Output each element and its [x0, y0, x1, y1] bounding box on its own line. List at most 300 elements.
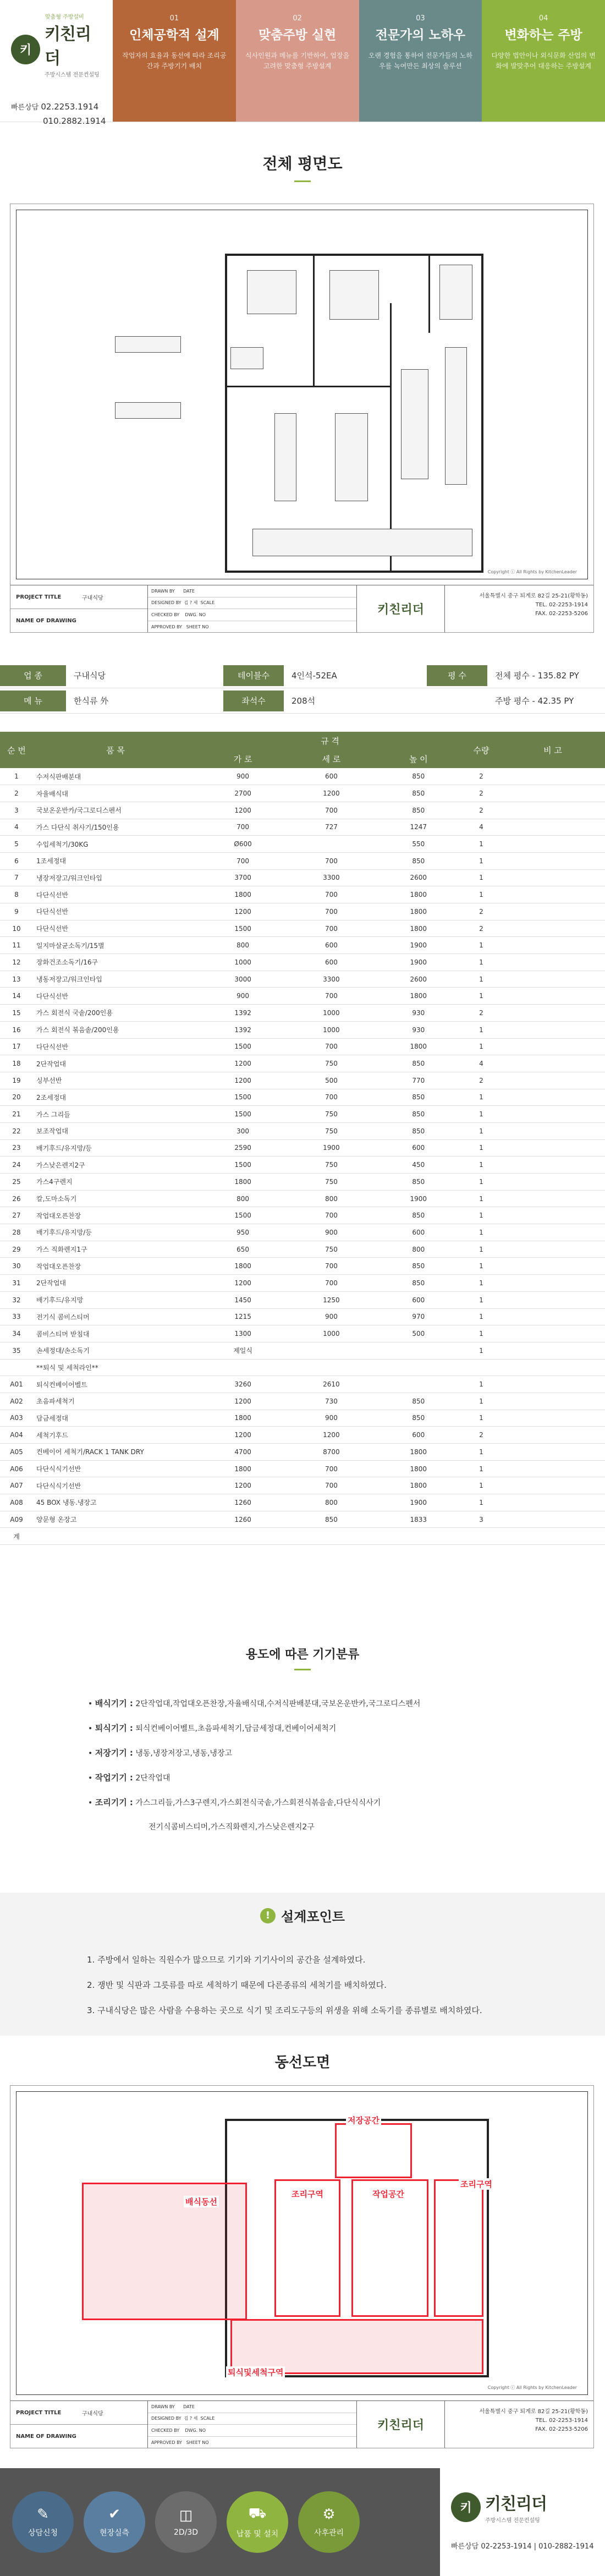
list-item: 2. 쟁반 및 식판과 그릇류를 따로 세척하기 때문에 다른종류의 세척기를 배치하였다.	[87, 1980, 387, 1990]
table-cell: 930	[375, 1005, 462, 1022]
table-cell	[501, 971, 605, 988]
feature-number: 01	[169, 14, 179, 23]
zone-wash	[230, 2319, 483, 2374]
plan-equipment	[335, 413, 368, 501]
table-cell: 1	[462, 852, 501, 869]
table-cell: 1800	[375, 1477, 462, 1494]
table-cell	[501, 1089, 605, 1106]
table-row	[0, 869, 605, 886]
table-cell: 730	[288, 1393, 375, 1410]
table-cell: 4700	[198, 1444, 288, 1461]
table-cell: 1	[462, 869, 501, 886]
table-cell	[501, 1174, 605, 1191]
plan-equipment	[329, 270, 379, 320]
table-row	[0, 1106, 605, 1123]
site-survey-button[interactable]: ✔ 현장실측	[84, 2491, 145, 2553]
table-cell: 850	[375, 802, 462, 819]
table-cell	[33, 1528, 198, 1545]
table-cell: 5	[0, 836, 33, 853]
table-cell: 850	[375, 1122, 462, 1139]
zone-storage	[335, 2123, 412, 2178]
table-cell: 1200	[198, 1427, 288, 1444]
table-cell: 일지마살균소독기/15별	[33, 937, 198, 954]
table-row	[0, 920, 605, 937]
plan-wall	[487, 2119, 489, 2377]
table-row	[0, 1393, 605, 1410]
table-cell: 727	[288, 819, 375, 836]
table-cell: 13	[0, 971, 33, 988]
feature-title: 전문가의 노하우	[375, 28, 466, 42]
table-cell: 1900	[375, 937, 462, 954]
table-cell: 8700	[288, 1444, 375, 1461]
table-cell: 1500	[198, 1089, 288, 1106]
feature-2	[236, 0, 359, 122]
table-cell: 3	[462, 1511, 501, 1528]
plan-table	[115, 402, 181, 419]
table-cell: 600	[375, 1139, 462, 1157]
title-block	[10, 585, 593, 632]
table-cell: 950	[198, 1224, 288, 1241]
table-cell: 1500	[198, 1157, 288, 1174]
bottom-bar	[0, 2468, 605, 2576]
table-cell: 양문형 온장고	[33, 1511, 198, 1528]
plan-wall	[225, 254, 227, 573]
cube-icon: ◫	[179, 2507, 193, 2524]
table-cell	[501, 920, 605, 937]
floor-plan-heading	[0, 152, 605, 182]
table-cell: 1	[462, 1190, 501, 1207]
table-row	[0, 903, 605, 920]
table-cell: 850	[375, 1089, 462, 1106]
feature-title: 인체공학적 설계	[129, 28, 219, 42]
table-row	[0, 1089, 605, 1106]
table-cell: 2600	[375, 971, 462, 988]
table-cell: 850	[375, 1258, 462, 1275]
table-cell	[501, 1393, 605, 1410]
table-cell: 배기후드/유지망/등	[33, 1224, 198, 1241]
table-cell	[501, 1275, 605, 1292]
title-block-address: 서울특별시 중구 퇴계로 82길 25-21(황학동) TEL. 02-2253-1914 FAX. 02-2253-5206	[479, 2409, 588, 2432]
table-cell: 650	[198, 1241, 288, 1258]
exclamation-icon: !	[260, 1908, 276, 1923]
table-row	[0, 1122, 605, 1139]
section-title: 용도에 따른 기기분류	[245, 1648, 360, 1662]
table-cell	[501, 785, 605, 802]
plan-equipment	[230, 347, 263, 369]
table-cell: 1	[462, 1241, 501, 1258]
list-item: 3. 구내식당은 많은 사람을 수용하는 곳으로 식기 및 조리도구등의 위생을 위해 소독기를 종류별로 배치하였다.	[87, 2005, 482, 2015]
table-cell	[501, 1106, 605, 1123]
table-cell: 1	[462, 1207, 501, 1224]
table-cell: 750	[288, 1106, 375, 1123]
table-cell: 11	[0, 937, 33, 954]
table-cell: 900	[198, 988, 288, 1005]
feature-text: 다양한 법안이나 외식문화 산업의 변화에 발맞추어 대응하는 주방설계	[491, 52, 596, 70]
table-cell: 1833	[375, 1511, 462, 1528]
table-row	[0, 971, 605, 988]
table-cell: 800	[375, 1241, 462, 1258]
table-row	[0, 1291, 605, 1308]
feature-text: 식사인원과 메뉴를 기반하여, 업장을 고려한 맞춤형 주방설계	[245, 52, 350, 70]
table-cell: 600	[375, 1224, 462, 1241]
table-cell: 750	[288, 1157, 375, 1174]
table-cell: 칼,도마소독기	[33, 1190, 198, 1207]
table-cell: 31	[0, 1275, 33, 1292]
table-cell: 3700	[198, 869, 288, 886]
table-cell: 800	[198, 1190, 288, 1207]
feature-number: 03	[416, 14, 425, 23]
feature-title: 변화하는 주방	[504, 28, 582, 42]
table-cell: 2600	[375, 869, 462, 886]
table-cell	[288, 1528, 375, 1545]
table-cell: 2	[0, 785, 33, 802]
table-cell: 1500	[198, 920, 288, 937]
table-cell: 1300	[198, 1325, 288, 1342]
table-cell: 4	[462, 1055, 501, 1072]
table-cell: 다단식선반	[33, 903, 198, 920]
feature-1	[113, 0, 236, 122]
table-cell: 1800	[198, 1410, 288, 1427]
table-cell: 900	[288, 1410, 375, 1427]
delivery-button[interactable]: ⛟ 납품 및 설치	[227, 2491, 288, 2553]
copyright: Copyright ⓒ All Rights by KitchenLeader	[487, 2385, 577, 2390]
table-cell	[501, 1308, 605, 1325]
table-cell: 8	[0, 886, 33, 903]
feature-number: 04	[538, 14, 548, 23]
table-cell: 17	[0, 1038, 33, 1055]
table-cell: 2610	[288, 1376, 375, 1393]
table-cell: 1	[462, 1291, 501, 1308]
col-header: 비 고	[501, 732, 605, 768]
info-label: 평 수	[427, 665, 487, 686]
table-cell: 1	[462, 1444, 501, 1461]
table-cell	[288, 836, 375, 853]
table-cell: 1	[462, 1174, 501, 1191]
table-cell: 1500	[198, 1106, 288, 1123]
table-cell: 1	[462, 937, 501, 954]
table-cell: 다단식식기선반	[33, 1460, 198, 1477]
table-row	[0, 1241, 605, 1258]
info-label: 업 종	[0, 665, 66, 686]
table-cell: 14	[0, 988, 33, 1005]
table-row	[0, 1460, 605, 1477]
table-cell: 가스 그리들	[33, 1106, 198, 1123]
table-row	[0, 1190, 605, 1207]
col-header: 규 격	[198, 732, 462, 750]
table-cell: 700	[288, 802, 375, 819]
table-cell	[501, 1410, 605, 1427]
table-cell: A01	[0, 1376, 33, 1393]
plan-wall	[481, 254, 483, 573]
table-cell: 1250	[288, 1291, 375, 1308]
table-cell: A09	[0, 1511, 33, 1528]
gear-icon: ⚙	[322, 2506, 336, 2523]
table-cell: 1	[462, 1224, 501, 1241]
table-cell: 700	[288, 1258, 375, 1275]
table-row	[0, 886, 605, 903]
zone-cook-2	[434, 2179, 483, 2317]
table-row	[0, 1021, 605, 1038]
table-cell: 1	[462, 954, 501, 971]
list-item: • 배식기기 : 2단작업대,작업대오픈찬장,자율배식대,수저식판배분대,국보온운반카,국그로디스펜서	[88, 1698, 421, 1708]
table-row	[0, 1511, 605, 1528]
table-cell: 수저식판배분대	[33, 768, 198, 785]
table-cell: 1	[462, 1122, 501, 1139]
table-cell: 600	[288, 937, 375, 954]
table-cell: 7	[0, 869, 33, 886]
phone-2[interactable]: 010.2882.1914	[43, 116, 106, 126]
table-cell: 600	[288, 768, 375, 785]
table-cell	[375, 1342, 462, 1359]
table-cell: 1900	[375, 1190, 462, 1207]
table-row	[0, 1157, 605, 1174]
table-cell	[501, 1427, 605, 1444]
table-cell: 850	[375, 785, 462, 802]
header	[0, 0, 605, 126]
info-value: 구내식당	[74, 671, 106, 681]
table-cell: 1200	[198, 1072, 288, 1089]
table-cell: 23	[0, 1139, 33, 1157]
table-cell: 1450	[198, 1291, 288, 1308]
table-cell: 1200	[198, 1055, 288, 1072]
table-cell	[501, 1494, 605, 1511]
feature-text: 작업자의 효율과 동선에 따라 조리공간과 주방기기 배치	[122, 52, 227, 70]
table-cell	[501, 988, 605, 1005]
info-value: 208석	[292, 696, 316, 706]
table-cell: 2	[462, 903, 501, 920]
table-cell	[501, 1122, 605, 1139]
table-cell: 퇴식컨베이어벨트	[33, 1376, 198, 1393]
table-cell: 1392	[198, 1021, 288, 1038]
table-row	[0, 1342, 605, 1359]
table-cell: 다단식선반	[33, 988, 198, 1005]
table-cell: 1392	[198, 1005, 288, 1022]
brand-tagline: 주방시스템 전문컨설팅	[485, 2518, 540, 2524]
table-cell: 2	[462, 920, 501, 937]
table-cell: 1200	[198, 1393, 288, 1410]
table-row	[0, 1359, 605, 1376]
table-cell: 전기식 콤비스티머	[33, 1308, 198, 1325]
table-cell	[198, 1528, 288, 1545]
zone-label: 조리구역	[290, 2188, 325, 2200]
table-cell	[375, 1359, 462, 1376]
table-cell	[501, 1258, 605, 1275]
table-cell: 2	[462, 802, 501, 819]
table-cell	[462, 1528, 501, 1545]
title-block	[10, 2400, 593, 2448]
table-cell: 1	[462, 836, 501, 853]
phone-numbers[interactable]: 02-2253-1914 | 010-2882-1914	[481, 2542, 594, 2551]
table-cell: 850	[375, 1393, 462, 1410]
feature-number: 02	[293, 14, 302, 23]
section-title: 동선도면	[274, 2054, 331, 2071]
table-cell: 800	[288, 1190, 375, 1207]
table-cell: 1	[462, 1494, 501, 1511]
floor-plan-drawing	[10, 204, 594, 633]
table-cell: 1800	[198, 1174, 288, 1191]
table-cell: 2	[462, 1427, 501, 1444]
table-row	[0, 1174, 605, 1191]
table-cell	[462, 1359, 501, 1376]
table-cell: 손세정대/손소독기	[33, 1342, 198, 1359]
table-cell	[501, 1376, 605, 1393]
plan-wall	[225, 571, 483, 573]
section-title: 설계포인트	[281, 1909, 345, 1925]
list-item: 1. 주방에서 일하는 직원수가 많으므로 기기와 기기사이의 공간을 설계하였다.	[87, 1955, 366, 1965]
table-cell: 1	[462, 971, 501, 988]
table-cell: 1200	[198, 802, 288, 819]
title-underline	[294, 1669, 311, 1670]
spec-table-body	[0, 768, 605, 1545]
table-cell: 1	[462, 1477, 501, 1494]
table-cell: 1	[462, 1325, 501, 1342]
project-info	[0, 663, 605, 714]
plan-wall	[225, 254, 483, 256]
logo-icon: 키	[11, 35, 40, 64]
table-cell: 1200	[198, 1275, 288, 1292]
table-cell: 16	[0, 1021, 33, 1038]
table-cell: 700	[198, 852, 288, 869]
table-cell: 작업대오픈찬장	[33, 1258, 198, 1275]
table-cell: 700	[288, 920, 375, 937]
list-item: • 조리기기 : 가스그리들,가스3구렌지,가스회전식국솥,가스회전식볶음솥,다단식식사기	[88, 1797, 381, 1807]
table-cell: 1800	[375, 1460, 462, 1477]
table-cell: 다단식선반	[33, 886, 198, 903]
table-cell: 700	[198, 819, 288, 836]
pencil-icon: ✎	[37, 2506, 49, 2523]
table-row	[0, 768, 605, 785]
table-cell	[501, 1477, 605, 1494]
col-header: 순 번	[0, 732, 33, 768]
table-cell: 1000	[288, 1021, 375, 1038]
table-cell: 싱부선반	[33, 1072, 198, 1089]
table-cell: 작업대오픈찬장	[33, 1207, 198, 1224]
table-cell	[501, 1359, 605, 1376]
table-cell	[501, 1511, 605, 1528]
table-cell: 28	[0, 1224, 33, 1241]
table-row	[0, 1258, 605, 1275]
table-cell: 1	[462, 1106, 501, 1123]
zone-label: 퇴식및세척구역	[226, 2366, 285, 2378]
table-cell: A03	[0, 1410, 33, 1427]
zone-label: 배식동선	[184, 2196, 219, 2207]
table-cell: 700	[288, 988, 375, 1005]
section-title: 전체 평면도	[262, 155, 343, 173]
flow-heading	[0, 2051, 605, 2071]
table-cell: 냉동저장고/워크인타입	[33, 971, 198, 988]
table-cell: 850	[375, 1106, 462, 1123]
table-cell: 900	[288, 1308, 375, 1325]
table-cell	[501, 1005, 605, 1022]
table-cell: 9	[0, 903, 33, 920]
zone-serve	[82, 2183, 247, 2320]
table-cell: 500	[288, 1072, 375, 1089]
brand-logo[interactable]	[11, 20, 105, 78]
drawing-2d3d-button[interactable]: ◫ 2D/3D	[155, 2491, 217, 2553]
feature-3	[359, 0, 482, 122]
plan-equipment	[252, 529, 472, 556]
drawing-frame	[16, 210, 588, 579]
design-points-section	[0, 1893, 605, 2036]
table-cell	[0, 1359, 33, 1376]
info-label: 테이블수	[223, 665, 284, 686]
col-header: 가 로	[198, 750, 288, 768]
table-cell	[501, 1224, 605, 1241]
table-row	[0, 1376, 605, 1393]
table-cell: 32	[0, 1291, 33, 1308]
table-cell: **퇴식 및 세척라인**	[33, 1359, 198, 1376]
design-points-list	[87, 1947, 605, 2023]
table-cell: 다단식식기선반	[33, 1477, 198, 1494]
table-cell: 15	[0, 1005, 33, 1022]
table-cell: A06	[0, 1460, 33, 1477]
table-cell: 1200	[198, 1477, 288, 1494]
table-cell	[501, 1021, 605, 1038]
consult-button[interactable]: ✎ 상담신청	[12, 2491, 74, 2553]
table-cell: 970	[375, 1308, 462, 1325]
table-cell: A08	[0, 1494, 33, 1511]
table-cell: 700	[288, 1038, 375, 1055]
table-cell: 2조세정대	[33, 1089, 198, 1106]
feature-title: 맞춤주방 실현	[258, 28, 337, 42]
table-cell: 1	[462, 1460, 501, 1477]
table-cell: 1	[462, 1157, 501, 1174]
plan-equipment	[445, 347, 467, 485]
table-cell: 750	[288, 1055, 375, 1072]
brand-tagline: 주방시스템 전문컨설팅	[45, 72, 100, 78]
table-cell: 1200	[198, 903, 288, 920]
table-cell: 냉장저장고/워크인타입	[33, 869, 198, 886]
table-cell: 가스4구렌지	[33, 1174, 198, 1191]
table-cell: Ø600	[198, 836, 288, 853]
table-cell: 1	[462, 1376, 501, 1393]
table-cell: 2	[462, 1072, 501, 1089]
table-cell	[501, 954, 605, 971]
table-cell	[375, 1376, 462, 1393]
table-cell: 1	[462, 1275, 501, 1292]
table-cell: 900	[288, 1224, 375, 1241]
brand-logo[interactable]	[451, 2490, 594, 2524]
table-cell: 1800	[198, 1460, 288, 1477]
table-cell: 초음파세척기	[33, 1393, 198, 1410]
table-cell: 550	[375, 836, 462, 853]
table-row	[0, 1207, 605, 1224]
truck-icon: ⛟	[248, 2505, 267, 2522]
zone-work	[351, 2179, 428, 2317]
table-cell: 1800	[198, 1258, 288, 1275]
table-cell: 가스 회전식 국솥/200인용	[33, 1005, 198, 1022]
table-row	[0, 1410, 605, 1427]
table-cell: 850	[375, 1275, 462, 1292]
table-cell: 3	[0, 802, 33, 819]
table-cell: 2	[462, 1005, 501, 1022]
table-row	[0, 937, 605, 954]
table-cell: 24	[0, 1157, 33, 1174]
table-row	[0, 1325, 605, 1342]
table-cell: 1000	[198, 954, 288, 971]
table-cell: 18	[0, 1055, 33, 1072]
table-cell: A07	[0, 1477, 33, 1494]
phone-1[interactable]: 02.2253.1914	[41, 102, 99, 112]
table-cell: 1000	[288, 1005, 375, 1022]
plan-wall	[313, 256, 315, 386]
col-header: 품 목	[33, 732, 198, 768]
table-cell: 300	[198, 1122, 288, 1139]
table-cell	[501, 1325, 605, 1342]
table-cell: 45 BOX 냉동.냉장고	[33, 1494, 198, 1511]
table-cell: 700	[288, 852, 375, 869]
aftercare-button[interactable]: ⚙ 사후관리	[298, 2491, 360, 2553]
